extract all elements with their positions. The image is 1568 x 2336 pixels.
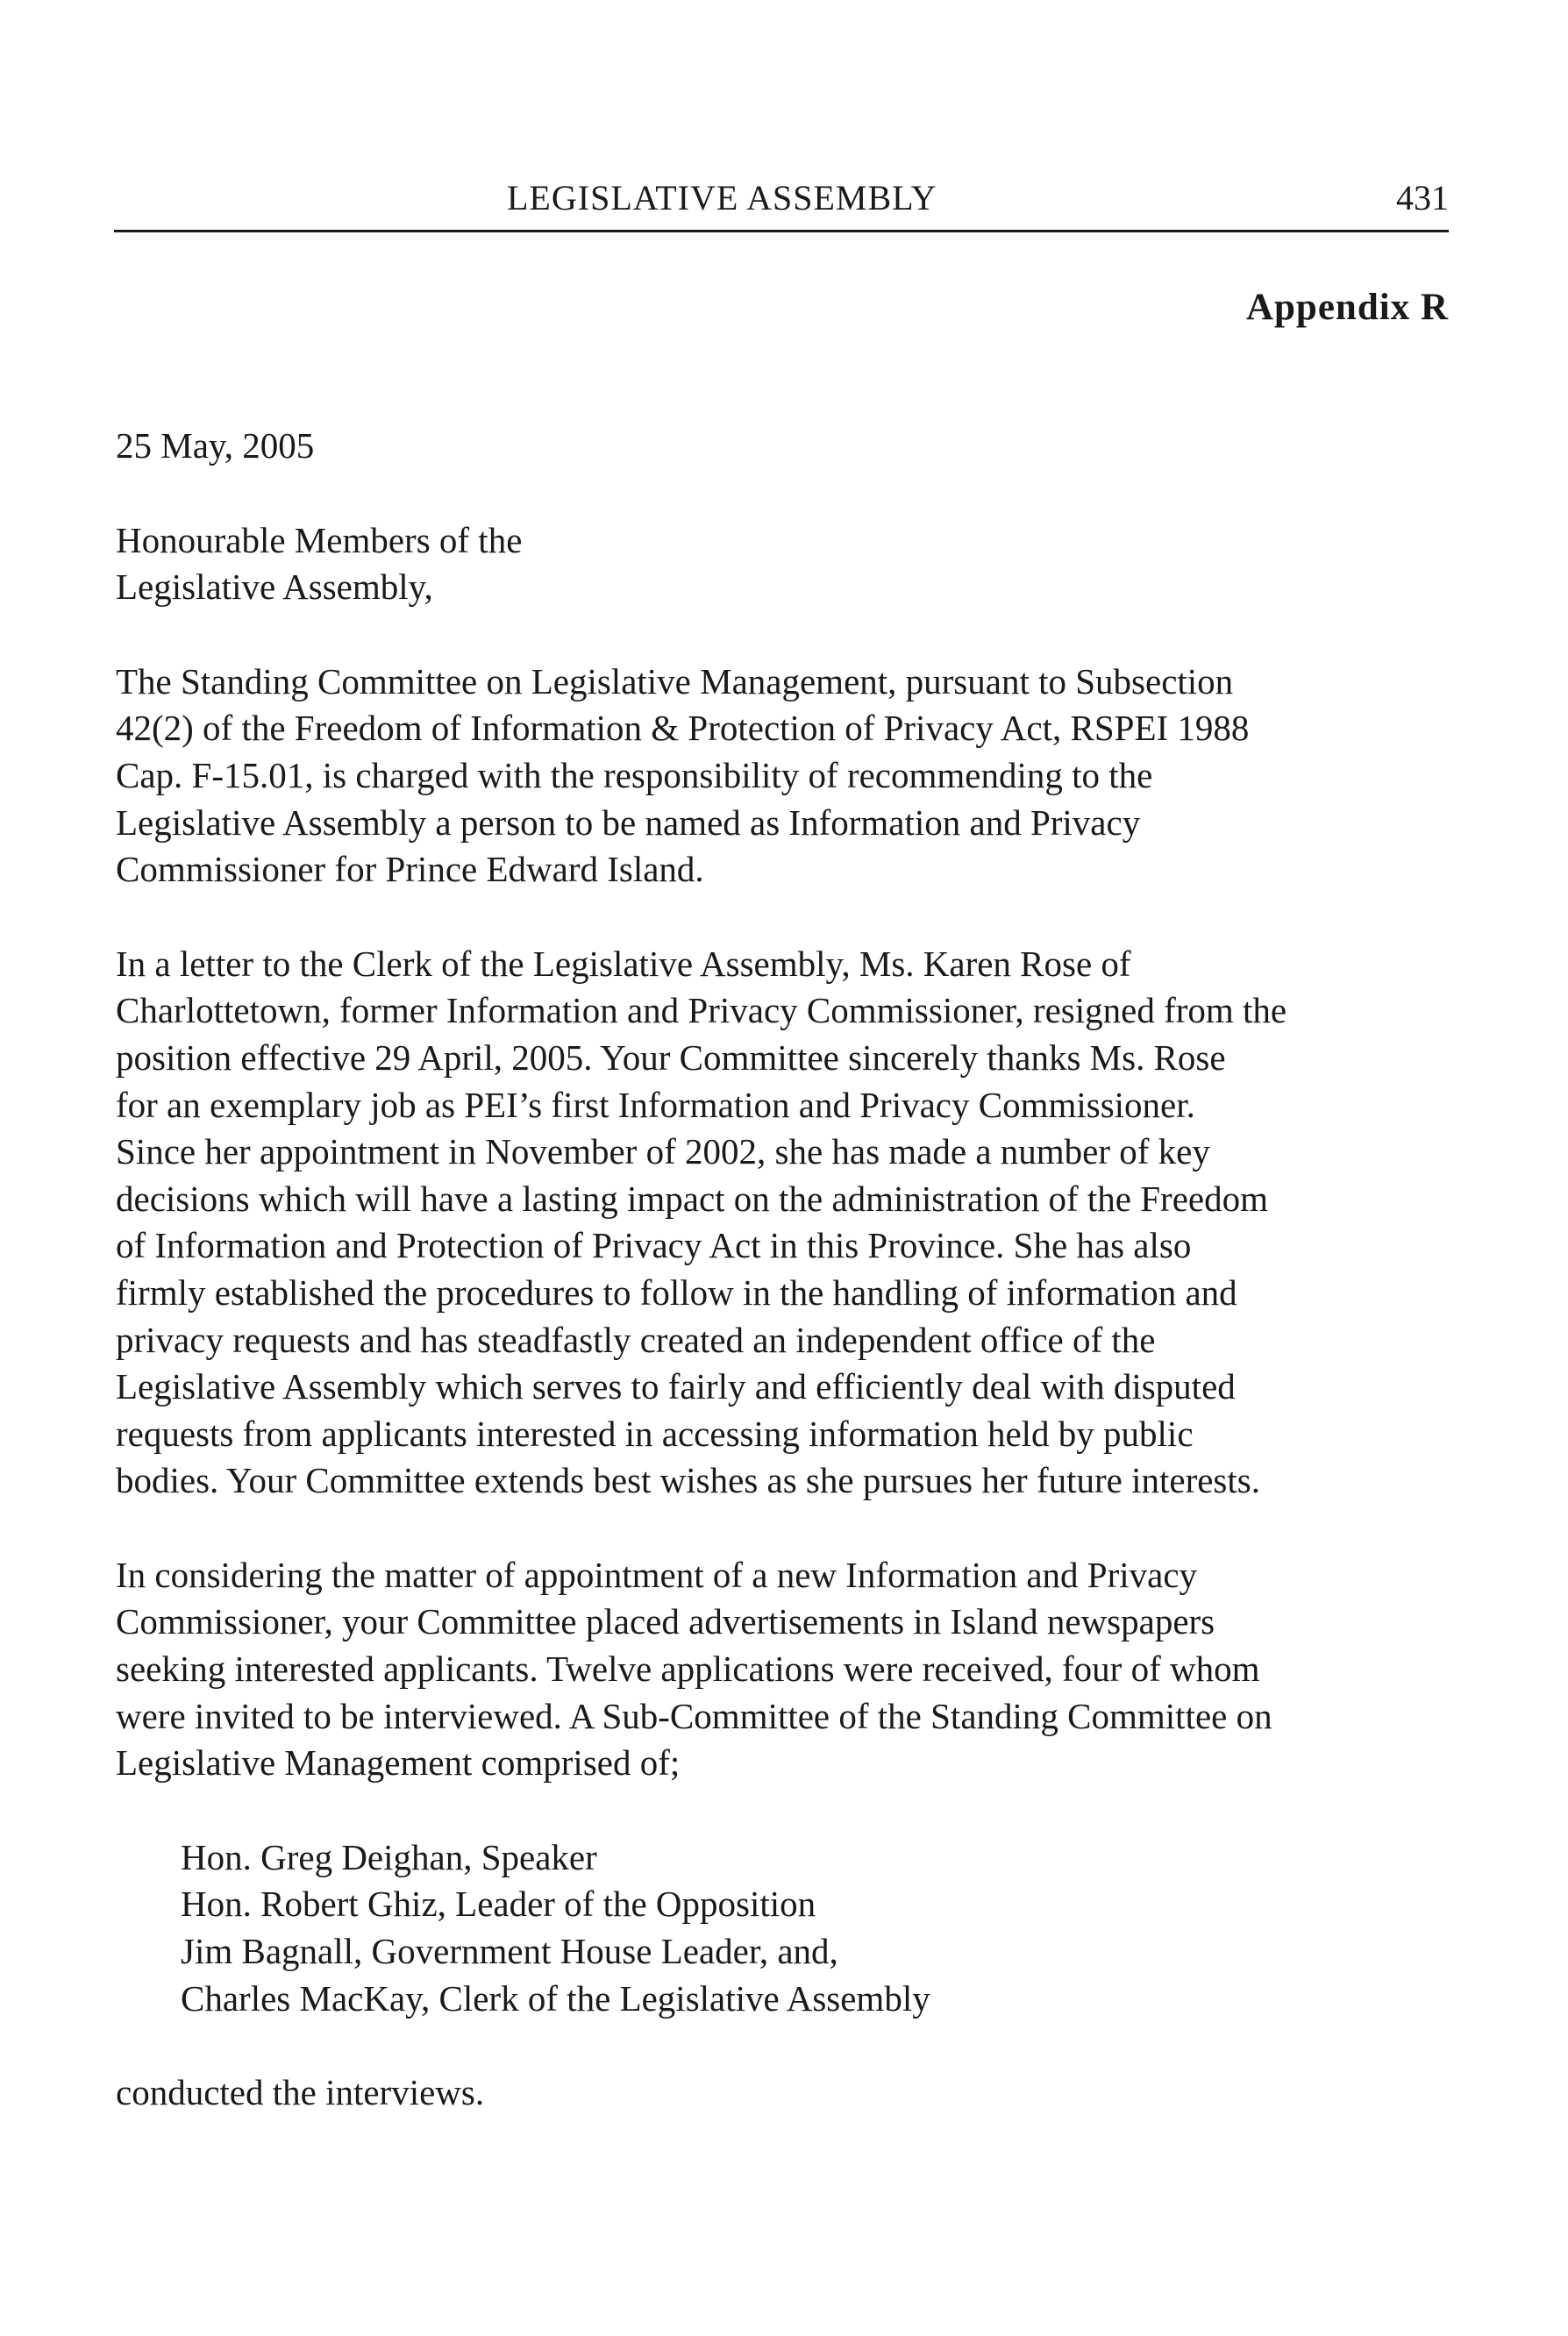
salutation bbox=[116, 517, 1484, 611]
subcommittee-members-list bbox=[181, 1834, 1484, 2022]
text-line: Commissioner, your Committee placed advertisements in Island newspapers bbox=[116, 1601, 1215, 1642]
text-line: privacy requests and has steadfastly created an independent office of the bbox=[116, 1319, 1156, 1360]
member-item: Charles MacKay, Clerk of the Legislative Assembly bbox=[181, 1977, 930, 2019]
salutation-line: Legislative Assembly, bbox=[116, 566, 433, 608]
closing-line: conducted the interviews. bbox=[116, 2072, 485, 2113]
text-line: bodies. Your Committee extends best wishes as she pursues her future interests. bbox=[116, 1460, 1260, 1501]
member-item: Jim Bagnall, Government House Leader, and, bbox=[181, 1931, 838, 1972]
text-line: Charlottetown, former Information and Privacy Commissioner, resigned from the bbox=[116, 990, 1287, 1031]
text-line: firmly established the procedures to follow in the handling of information and bbox=[116, 1271, 1237, 1313]
running-title: LEGISLATIVE ASSEMBLY bbox=[507, 178, 937, 217]
text-line: Legislative Management comprised of; bbox=[116, 1742, 681, 1784]
text-line: of Information and Protection of Privacy Act in this Province. She has also bbox=[116, 1225, 1192, 1266]
letter-date: 25 May, 2005 bbox=[116, 425, 315, 466]
letter-body bbox=[116, 423, 1484, 2117]
text-line: seeking interested applicants. Twelve applications were received, four of whom bbox=[116, 1649, 1260, 1690]
appendix-label: Appendix R bbox=[1245, 287, 1449, 328]
running-header bbox=[114, 175, 1449, 232]
text-line: Cap. F-15.01, is charged with the responsibility of recommending to the bbox=[116, 754, 1153, 795]
page-number: 431 bbox=[1396, 178, 1449, 217]
paragraph-resignation bbox=[116, 941, 1484, 1505]
text-line: 42(2) of the Freedom of Information & Protection of Privacy Act, RSPEI 1988 bbox=[116, 708, 1250, 749]
text-line: The Standing Committee on Legislative Management, pursuant to Subsection bbox=[116, 660, 1234, 702]
text-line: Legislative Assembly which serves to fairly and efficiently deal with disputed bbox=[116, 1366, 1236, 1407]
text-line: In a letter to the Clerk of the Legislative Assembly, Ms. Karen Rose of bbox=[116, 943, 1131, 984]
text-line: Legislative Assembly a person to be named as Information and Privacy bbox=[116, 801, 1141, 843]
text-line: requests from applicants interested in accessing information held by public bbox=[116, 1413, 1194, 1454]
member-item: Hon. Robert Ghiz, Leader of the Opposition bbox=[181, 1884, 816, 1925]
text-line: were invited to be interviewed. A Sub-Committee of the Standing Committee on bbox=[116, 1695, 1272, 1736]
text-line: for an exemplary job as PEI’s first Information and Privacy Commissioner. bbox=[116, 1084, 1195, 1125]
text-line: In considering the matter of appointment of a new Information and Privacy bbox=[116, 1554, 1198, 1595]
paragraph-mandate bbox=[116, 659, 1484, 894]
text-line: Since her appointment in November of 2002, she has made a number of key bbox=[116, 1131, 1210, 1172]
text-line: Commissioner for Prince Edward Island. bbox=[116, 849, 704, 890]
text-line: position effective 29 April, 2005. Your Committee sincerely thanks Ms. Rose bbox=[116, 1036, 1226, 1078]
text-line: decisions which will have a lasting impact on the administration of the Freedom bbox=[116, 1178, 1268, 1219]
paragraph-appointment bbox=[116, 1552, 1484, 1787]
salutation-line: Honourable Members of the bbox=[116, 519, 523, 560]
member-item: Hon. Greg Deighan, Speaker bbox=[181, 1836, 597, 1877]
